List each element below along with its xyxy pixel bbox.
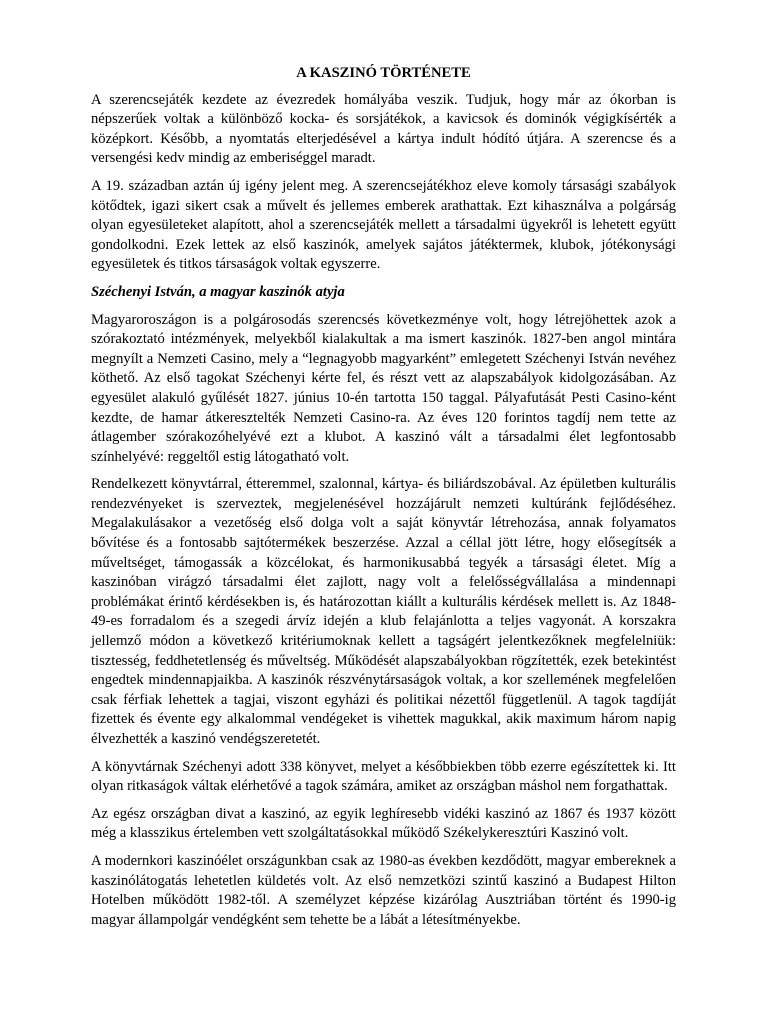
paragraph-19th-century: A 19. században aztán új igény jelent meg. A szerencsejátékhoz eleve komoly társasági szabályok kötődtek, igazi sikert csak a művelt és jellemes emberek arathattak. Ezt kihasználva a polgárság olyan egyesületeket alapított, ahol a szerencsejáték mellett a társadalmi ügyekről is lehetett együtt gondolkodni. Ezek lettek az első kaszinók, amelyek sajátos játéktermek, klubok, jótékonysági egyesületek és titkos társaságok voltak egyszerre. bbox=[91, 177, 676, 273]
document-page bbox=[91, 64, 676, 938]
paragraph-library: A könyvtárnak Széchenyi adott 338 könyvet, melyet a későbbiekben több ezerre egészítettek ki. Itt olyan ritkaságok váltak elérhetővé a tagok számára, amiket az országban máshol nem forgathattak. bbox=[91, 758, 676, 795]
document-title: A KASZINÓ TÖRTÉNETE bbox=[296, 65, 471, 81]
paragraph-modern-era: A modernkori kaszinóélet országunkban csak az 1980-as években kezdődött, magyar embereknek a kaszinólátogatás lehetetlen küldetés volt. Az első nemzetközi szintű kaszinó a Budapest Hilton Hotelben működött 1982-től. A személyzet képzése kizárólag Ausztriában történt és 1990-ig magyar állampolgár vendégként sem tehette be a lábát a létesítményekbe. bbox=[91, 852, 676, 928]
paragraph-intro: A szerencsejáték kezdete az évezredek homályába veszik. Tudjuk, hogy már az ókorban is népszerűek voltak a különböző kocka- és sorsjátékok, a kavicsok és dominók végigkísérték a középkort. Később, a nyomtatás elterjedésével a kártya indult hódító útjára. A szerencse és a versengési kedv mindig az emberiséggel maradt. bbox=[91, 91, 676, 167]
paragraph-casino-facilities: Rendelkezett könyvtárral, étteremmel, szalonnal, kártya- és biliárdszobával. Az épületben kulturális rendezvényeket is szerveztek, megjelenésével hozzájárult nemzeti kultúránk fejlődéséhez. Megalakulásakor a vezetőség első dolga volt a saját könyvtár létrehozása, annak folyamatos bővítése és a fontosabb sajtótermékek beszerzése. Azzal a céllal jött létre, hogy elősegítsék a műveltséget, támogassák a közcélokat, és harmonikusabbá tegyék a társasági életet. Míg a kaszinóban virágzó társadalmi élet zajlott, nagy volt a felelősségvállalása a mindennapi problémákat érintő kérdésekben is, és határozottan kiállt a kulturális kérdések mellett is. Az 1848-49-es forradalom és a szegedi árvíz idején a klub felajánlotta a teljes vagyonát. A korszakra jellemző módon a következő kritériumoknak kellett a tagságért jelentkezőknek megfelelniük: tisztesség, feddhetetlenség és műveltség. Működését alapszabályokban rögzítették, ezek betekintést engedtek mindennapjaikba. A kaszinók részvénytársaságok voltak, a kor szellemének megfelelően csak férfiak lehettek a tagjai, viszont egyházi és politikai nézettől függetlenül. A tagok tagdíját fizettek és évente egy alkalommal vendégeket is vihettek magukkal, akik maximum három napig élvezhették a kaszinó vendégszeretetét. bbox=[91, 476, 676, 747]
paragraph-szekelykeresztur: Az egész országban divat a kaszinó, az egyik leghíresebb vidéki kaszinó az 1867 és 1937 között még a klasszikus értelemben vett szolgáltatásokkal működő Székelykeresztúri Kaszinó volt. bbox=[91, 805, 676, 842]
paragraph-nemzeti-casino: Magyaroroszágon is a polgárosodás szerencsés következménye volt, hogy létrejöhettek azok a szórakoztató intézmények, melyekből kialakultak a ma ismert kaszinók. 1827-ben angol mintára megnyílt a Nemzeti Casino, mely a “legnagyobb magyarként” emlegetett Széchenyi István nevéhez köthető. Az első tagokat Széchenyi kérte fel, és részt vett az alapszabályok kidolgozásában. Az egyesület alakuló gyűlését 1827. június 10-én tartotta 150 taggal. Pályafutását Pesti Casino-ként kezdte, de hamar átkeresztelték Nemzeti Casino-ra. Az éves 120 forintos tagdíj nem tette az átlagember szórakozóhelyévé ezt a klubot. A kaszinó vált a társadalmi élet legfontosabb színhelyévé: reggeltől estig látogatható volt. bbox=[91, 311, 676, 465]
section-subheading: Széchenyi István, a magyar kaszinók atyja bbox=[91, 283, 345, 300]
